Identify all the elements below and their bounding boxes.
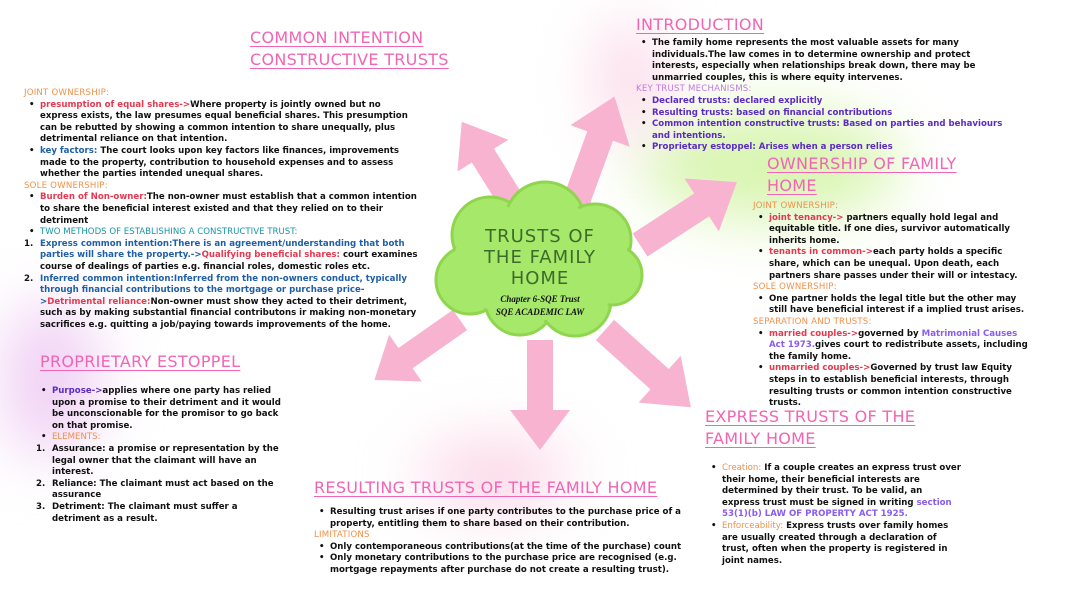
text-segment: gives court to redistribute assets, including the family home. — [769, 340, 1028, 362]
central-topic — [440, 200, 640, 330]
bullet-item — [314, 553, 689, 576]
item-number: 2. — [24, 273, 34, 284]
text-segment: KEY TRUST MECHANISMS: — [636, 84, 752, 95]
section-title-estoppel — [40, 351, 240, 373]
subheading — [636, 84, 1011, 96]
bullet-icon: • — [758, 363, 764, 374]
text-segment: Assurance: a promise or representation by the legal owner that the claimant will have an interest. — [52, 443, 279, 478]
text-segment: governed by — [858, 328, 922, 339]
text-segment: Burden of Non-owner: — [40, 192, 147, 203]
bullet-item — [706, 521, 962, 567]
bullet-item — [753, 363, 1028, 409]
numbered-item — [36, 502, 288, 525]
bullet-icon: • — [29, 99, 35, 110]
bullet-icon: • — [319, 541, 325, 552]
text-segment: One partner holds the legal title but the other may still have beneficial interest if a implied trust arises. — [769, 293, 1025, 316]
bullet-item — [753, 213, 1028, 248]
text-segment: Qualifying beneficial shares: — [201, 250, 340, 261]
bullet-item — [24, 146, 419, 181]
section-title-introduction — [636, 14, 764, 36]
bullet-icon: • — [641, 95, 647, 106]
central-subtitle: Chapter 6-SQE Trust — [500, 294, 580, 304]
item-number: 3. — [36, 501, 46, 512]
text-segment: tenants in common-> — [769, 247, 873, 258]
text-segment: Proprietary estoppel: Arises when a person relies — [652, 142, 893, 153]
text-segment: Purpose-> — [52, 386, 103, 396]
text-segment: Inferred common intention:Inferred from the non-owners conduct, typically through financial contributions to the mortgage or purchase price-> — [40, 273, 407, 307]
text-segment: The family home represents the most valuable assets for many individuals.The law comes in to determine ownership and protect interests, especially when relationships break down, there may be unmarried couples, this is where equity intervenes. — [652, 38, 976, 83]
bullet-item — [753, 329, 1028, 364]
numbered-item — [36, 479, 288, 502]
bullet-icon: • — [41, 432, 47, 443]
central-title — [440, 226, 640, 289]
bullet-icon: • — [641, 119, 647, 130]
bullet-icon: • — [41, 386, 47, 396]
section-body-introduction — [636, 38, 1011, 154]
text-segment: Common intention constructive trusts: Based on parties and behaviours and intentions. — [652, 119, 1003, 141]
text-segment: presumption of equal shares-> — [40, 99, 191, 110]
section-body-estoppel — [36, 386, 288, 525]
section-title-line: CONSTRUCTIVE TRUSTS — [250, 50, 449, 69]
section-body-ownership — [753, 201, 1028, 410]
bullet-item — [314, 542, 689, 554]
text-segment: joint tenancy-> — [769, 212, 844, 223]
bullet-item — [314, 507, 689, 530]
section-title-line: PROPRIETARY ESTOPPEL — [40, 352, 241, 371]
subheading — [314, 530, 689, 542]
bullet-icon: • — [758, 328, 764, 339]
bullet-icon: • — [711, 463, 717, 473]
subheading — [24, 88, 419, 100]
text-segment: married couples-> — [769, 328, 859, 339]
text-segment: LIMITATIONS — [314, 530, 370, 541]
text-segment: The non-owner must establish that a common intention to share the beneficial interest existed and that they relied on to their detriment — [40, 192, 417, 226]
text-segment: Express trusts over family homes are usually created through a declaration of trust, often when the property is registered in joint names. — [722, 520, 949, 566]
text-segment: SOLE OWNERSHIP: — [24, 180, 108, 191]
section-title-resulting — [314, 477, 657, 499]
bullet-item — [24, 100, 419, 146]
bullet-item — [636, 38, 1011, 84]
subheading — [753, 317, 1028, 329]
bullet-icon: • — [758, 247, 764, 258]
bullet-icon: • — [29, 145, 35, 156]
item-number: 2. — [36, 478, 46, 489]
text-segment: Creation: — [722, 463, 762, 473]
section-title-line: RESULTING TRUSTS OF THE FAMILY HOME — [314, 478, 658, 497]
subheading — [753, 282, 1028, 294]
central-title-line: TRUSTS OF — [485, 226, 595, 247]
central-title-line: THE FAMILY — [483, 247, 597, 268]
bullet-icon: • — [711, 520, 717, 531]
text-segment: If a couple creates an express trust over their home, their beneficial interests are determined by their trust. To be valid, an express trust must be signed in writing — [722, 463, 961, 508]
section-body-express — [706, 463, 962, 567]
bullet-item — [753, 247, 1028, 282]
bullet-icon: • — [29, 192, 35, 203]
bullet-item — [636, 119, 1011, 142]
text-segment: SEPARATION AND TRUSTS: — [753, 316, 872, 327]
text-segment: Non-owner must show they acted to their detriment, such as by making substantial financial contributons ir making non-monetary sacrifices e.g. quitting a job/paying towards improvements of the home. — [40, 296, 417, 330]
bullet-icon: • — [29, 227, 35, 238]
central-title-line: HOME — [510, 268, 570, 289]
subheading — [24, 181, 419, 193]
text-segment: partners equally hold legal and equitable title. If one dies, survivor automatically inherits home. — [769, 212, 1011, 246]
bullet-item — [36, 432, 288, 444]
section-body-resulting — [314, 507, 689, 577]
text-segment: TWO METHODS OF ESTABLISHING A CONSTRUCTIVE TRUST: — [40, 227, 298, 238]
text-segment: Enforceability: — [722, 520, 784, 531]
numbered-item — [24, 239, 419, 274]
central-brand: SQE ACADEMIC LAW — [495, 307, 585, 317]
section-title-line: HOME — [767, 176, 817, 195]
text-segment: JOINT OWNERSHIP: — [24, 88, 110, 98]
text-segment: Reliance: The claimant must act based on the assurance — [52, 478, 274, 501]
text-segment: Express common intention:There is an agreement/understanding that both parties will share the property.-> — [40, 238, 405, 261]
numbered-item — [24, 274, 419, 332]
text-segment: Detriment: The claimant must suffer a detriment as a result. — [52, 501, 238, 524]
bullet-item — [24, 227, 419, 239]
text-segment: section 53(1)(b) LAW OF PROPERTY ACT 1925. — [722, 497, 952, 520]
arrow-to-ownership — [623, 156, 754, 272]
text-segment: Declared trusts: declared explicitly — [652, 95, 823, 106]
subheading — [753, 201, 1028, 213]
section-title-common-intention — [250, 27, 449, 71]
bullet-icon: • — [758, 293, 764, 304]
item-number: 1. — [24, 238, 34, 249]
item-number: 1. — [36, 443, 46, 454]
text-segment: ELEMENTS: — [52, 432, 101, 443]
arrow-to-resulting — [510, 340, 570, 450]
text-segment: court examines course of dealings of parties e.g. financial roles, domestic roles etc. — [40, 250, 418, 272]
section-title-line: EXPRESS TRUSTS OF THE — [705, 407, 916, 426]
text-segment: Detrimental reliance: — [47, 296, 151, 307]
bullet-item — [36, 386, 288, 432]
numbered-item — [36, 444, 288, 479]
section-title-line: FAMILY HOME — [705, 429, 816, 448]
section-title-line: COMMON INTENTION — [250, 28, 424, 47]
text-segment: Resulting trust arises if one party contributes to the purchase price of a property, entitling them to share based on their contribution. — [330, 507, 681, 529]
section-title-line: INTRODUCTION — [636, 15, 765, 34]
bullet-item — [636, 96, 1011, 108]
text-segment: each party holds a specific share, which can be unequal. Upon death, each partners share passes under their will or intestacy. — [769, 247, 1018, 281]
text-segment: applies where one party has relied upon a promise to their detriment and it would be unconscionable for the promisor to go back on that promise. — [52, 386, 281, 431]
bullet-icon: • — [319, 507, 325, 517]
text-segment: SOLE OWNERSHIP: — [753, 282, 837, 293]
bullet-icon: • — [641, 142, 647, 153]
section-title-ownership — [767, 153, 957, 197]
bullet-item — [706, 463, 962, 521]
bullet-icon: • — [758, 212, 764, 223]
text-segment: The court looks upon key factors like finances, improvements made to the property, contribution to household expenses and to assess whether the parties intended unequal shares. — [40, 145, 399, 180]
text-segment: Resulting trusts: based on financial contributions — [652, 107, 893, 118]
bullet-item — [24, 192, 419, 227]
text-segment: key factors: — [40, 145, 98, 156]
section-title-line: OWNERSHIP OF FAMILY — [767, 154, 957, 173]
bullet-item — [636, 108, 1011, 120]
text-segment: Only contemporaneous contributions(at the time of the purchase) count — [330, 541, 682, 552]
text-segment: Only monetary contributions to the purchase price are recognised (e.g. mortgage repayments after purchase do not create a resulting trust). — [330, 553, 677, 575]
bullet-icon: • — [641, 107, 647, 118]
bullet-icon: • — [319, 553, 325, 564]
text-segment: Matrimonial Causes Act 1973. — [769, 328, 1018, 351]
bullet-item — [753, 294, 1028, 317]
section-title-express — [705, 406, 915, 450]
text-segment: Governed by trust law Equity steps in to establish beneficial interests, through resulting trusts or common intention constructive trusts. — [769, 363, 1012, 409]
section-body-common-intention — [24, 88, 419, 331]
text-segment: unmarried couples-> — [769, 363, 871, 374]
bullet-icon: • — [641, 38, 647, 48]
text-segment: Where property is jointly owned but no express exists, the law presumes equal beneficial shares. This presumption can be rebutted by showing a common intention to share unequally, plus detrimental reliance on that intention. — [40, 99, 408, 145]
text-segment: JOINT OWNERSHIP: — [753, 201, 839, 211]
